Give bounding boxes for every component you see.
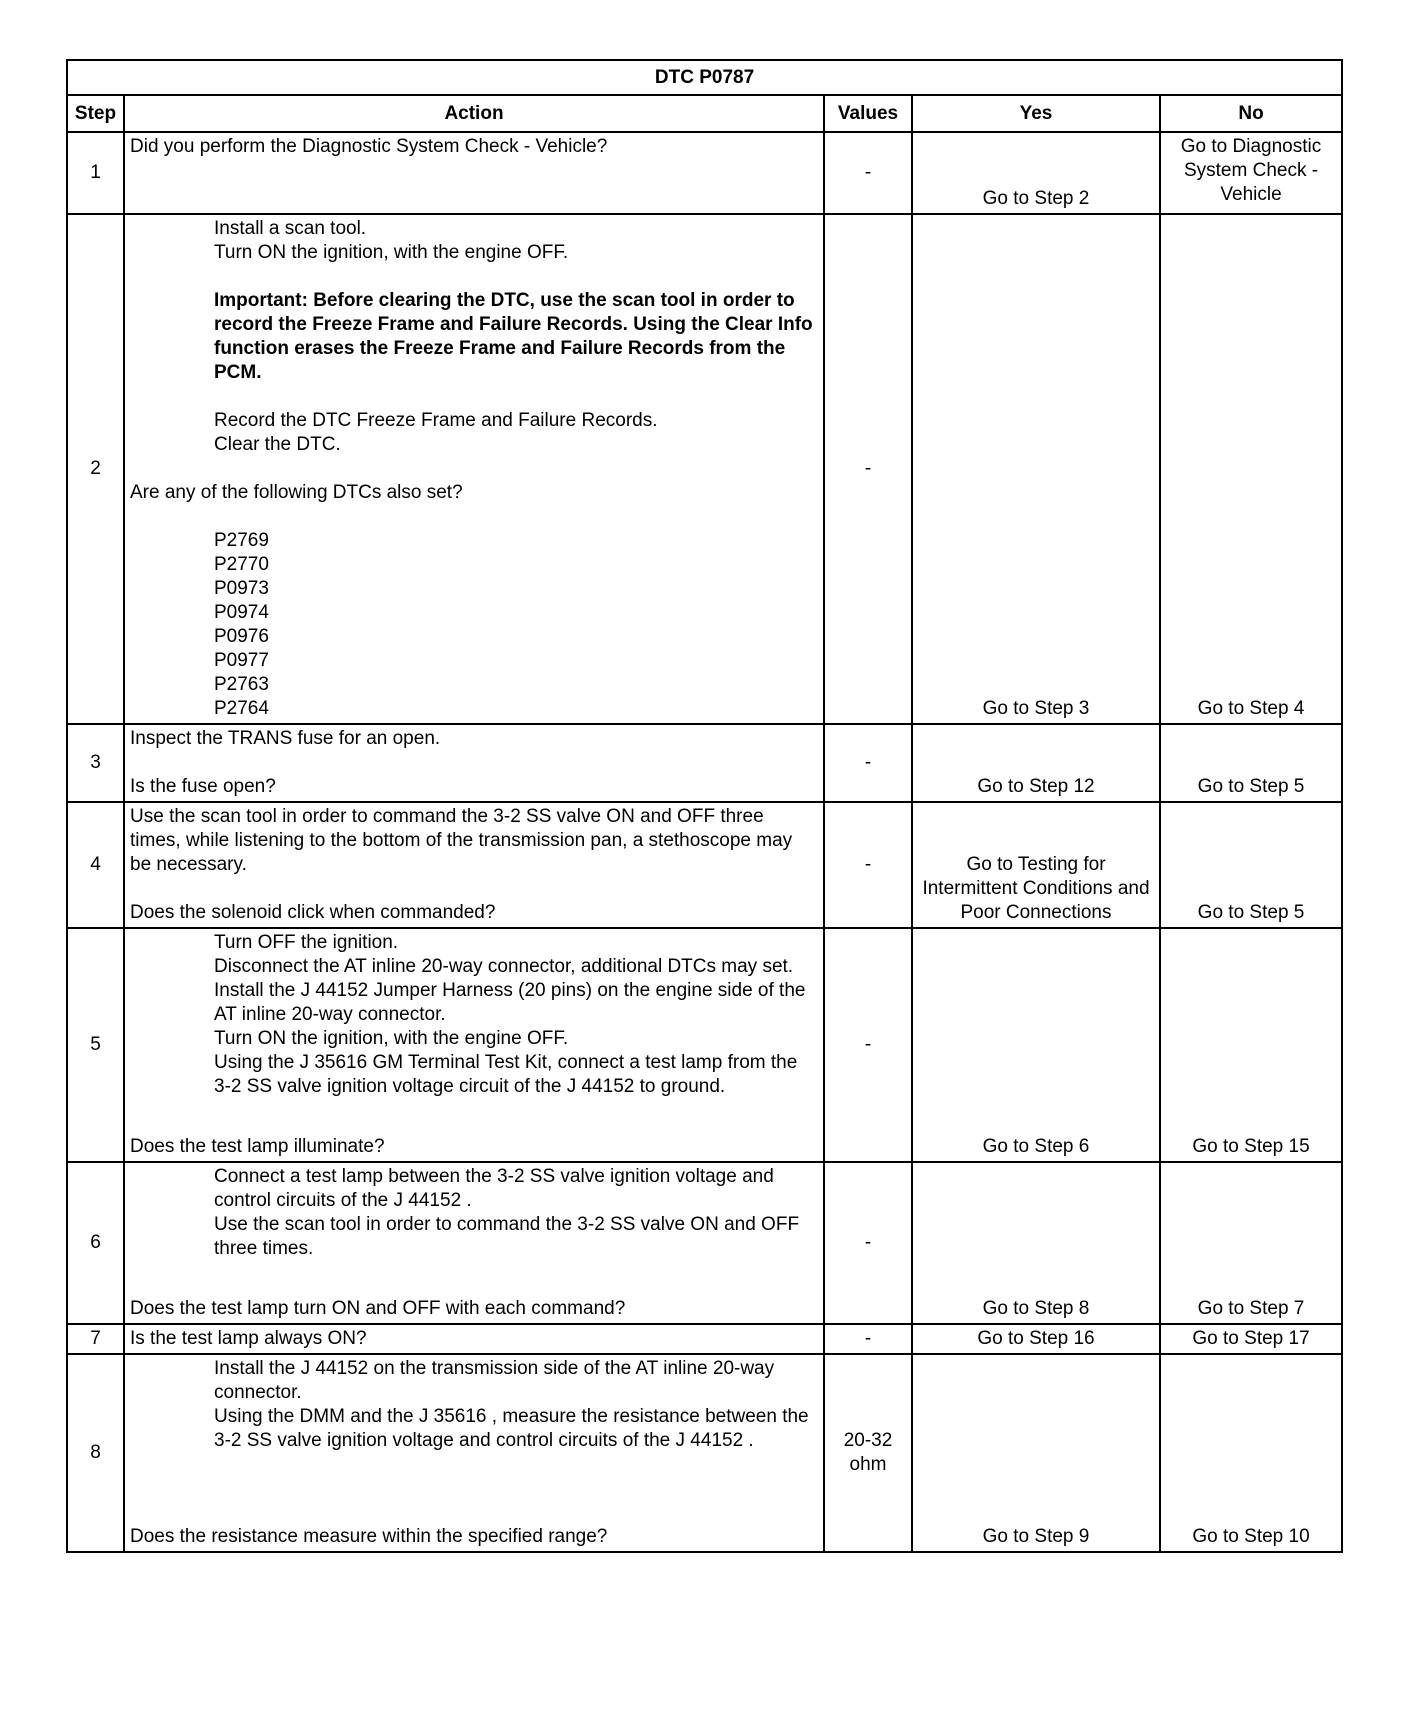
action-cell [124,1162,824,1324]
yes-cell: Go to Step 8 [912,1162,1160,1324]
dtc-code: P0973 [214,578,269,599]
values-cell: - [824,1162,912,1324]
table-title: DTC P0787 [67,60,1342,95]
dtc-code: P0977 [214,650,269,671]
dtc-code: P2769 [214,530,269,551]
header-step: Step [67,95,124,132]
yes-cell: Go to Step 12 [912,724,1160,802]
header-yes: Yes [912,95,1160,132]
step-number: 6 [67,1162,124,1324]
action-question: Does the solenoid click when commanded? [130,902,496,923]
action-text: Clear the DTC. [214,434,341,455]
action-text: Record the DTC Freeze Frame and Failure Records. [214,410,658,431]
values-cell: - [824,928,912,1162]
important-note: Important: Before clearing the DTC, use the scan tool in order to record the Freeze Frame and Failure Records. Using the Clear Info function erases the Freeze Frame and Failure Records from the PCM. [214,290,813,383]
action-cell [124,214,824,724]
table-row [67,1324,1342,1354]
action-question: Does the resistance measure within the specified range? [130,1526,608,1547]
yes-cell: Go to Step 3 [912,214,1160,724]
action-text: Use the scan tool in order to command the 3-2 SS valve ON and OFF three times, while listening to the bottom of the transmission pan, a stethoscope may be necessary. [130,806,793,875]
action-text: Using the DMM and the J 35616 , measure the resistance between the 3-2 SS valve ignition voltage and control circuits of the J 44152 . [214,1406,809,1451]
values-cell: - [824,802,912,928]
no-cell: Go to Step 7 [1160,1162,1342,1324]
dtc-code: P2770 [214,554,269,575]
step-number: 1 [67,132,124,214]
dtc-code: P2764 [214,698,269,719]
action-question: Is the fuse open? [130,776,276,797]
action-text: Turn ON the ignition, with the engine OFF. [214,1028,569,1049]
values-cell: - [824,214,912,724]
action-text: Disconnect the AT inline 20-way connector, additional DTCs may set. [214,956,794,977]
action-cell [124,1354,824,1552]
action-text: Using the J 35616 GM Terminal Test Kit, connect a test lamp from the 3-2 SS valve ignition voltage circuit of the J 44152 to ground. [214,1052,798,1097]
action-text: Inspect the TRANS fuse for an open. [130,728,441,749]
action-question: Does the test lamp turn ON and OFF with each command? [130,1298,626,1319]
yes-cell: Go to Step 2 [912,132,1160,214]
step-number: 8 [67,1354,124,1552]
table-row [67,132,1342,214]
action-text: Turn ON the ignition, with the engine OFF. [214,242,569,263]
step-number: 7 [67,1324,124,1354]
action-cell [124,724,824,802]
yes-cell: Go to Step 9 [912,1354,1160,1552]
action-cell [124,132,824,214]
no-cell: Go to Step 10 [1160,1354,1342,1552]
action-text: Did you perform the Diagnostic System Check - Vehicle? [130,136,608,157]
no-cell: Go to Step 5 [1160,802,1342,928]
dtc-code: P2763 [214,674,269,695]
no-cell: Go to Step 17 [1160,1324,1342,1354]
table-row [67,1354,1342,1552]
values-cell: - [824,132,912,214]
step-number: 3 [67,724,124,802]
table-row [67,928,1342,1162]
step-number: 5 [67,928,124,1162]
action-question: Is the test lamp always ON? [130,1328,367,1349]
action-cell [124,1324,824,1354]
action-question: Does the test lamp illuminate? [130,1136,385,1157]
table-row [67,214,1342,724]
table-row [67,724,1342,802]
action-cell [124,802,824,928]
table-row [67,802,1342,928]
no-cell: Go to Step 15 [1160,928,1342,1162]
title-row [67,60,1342,95]
action-text: Install the J 44152 on the transmission side of the AT inline 20-way connector. [214,1358,775,1403]
step-number: 2 [67,214,124,724]
dtc-code: P0976 [214,626,269,647]
dtc-table [66,59,1343,1553]
action-text: Turn OFF the ignition. [214,932,399,953]
action-text: Connect a test lamp between the 3-2 SS valve ignition voltage and control circuits of the J 44152 . [214,1166,774,1211]
action-text: Use the scan tool in order to command the 3-2 SS valve ON and OFF three times. [214,1214,800,1259]
header-action: Action [124,95,824,132]
no-cell: Go to Step 4 [1160,214,1342,724]
yes-cell: Go to Step 16 [912,1324,1160,1354]
yes-cell: Go to Testing for Intermittent Conditions and Poor Connections [912,802,1160,928]
step-number: 4 [67,802,124,928]
dtc-code: P0974 [214,602,269,623]
table-row [67,1162,1342,1324]
yes-cell: Go to Step 6 [912,928,1160,1162]
header-no: No [1160,95,1342,132]
action-cell [124,928,824,1162]
values-cell: - [824,724,912,802]
values-cell: 20-32 ohm [824,1354,912,1552]
header-row [67,95,1342,132]
no-cell: Go to Diagnostic System Check - Vehicle [1160,132,1342,214]
action-question: Are any of the following DTCs also set? [130,482,463,503]
values-cell: - [824,1324,912,1354]
action-text: Install a scan tool. [214,218,367,239]
header-values: Values [824,95,912,132]
action-text: Install the J 44152 Jumper Harness (20 pins) on the engine side of the AT inline 20-way connector. [214,980,806,1025]
no-cell: Go to Step 5 [1160,724,1342,802]
